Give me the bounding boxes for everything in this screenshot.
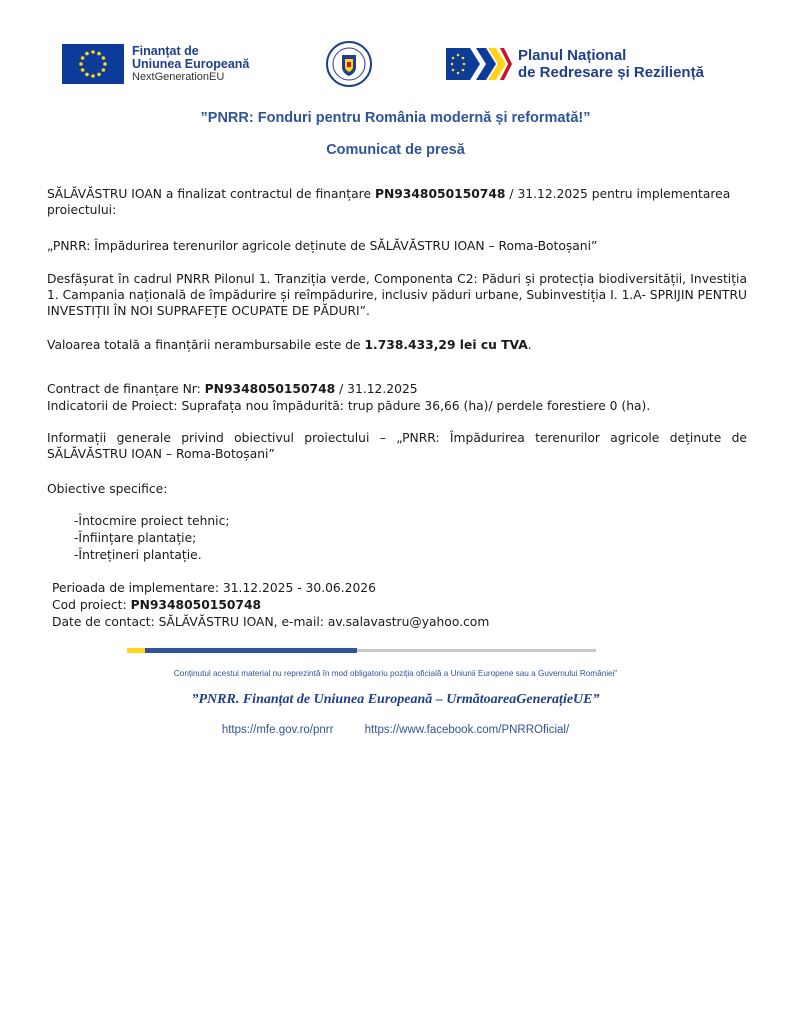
paragraph-contract-nr [47, 381, 747, 397]
p1-suffix: / 31.12.2025 pentru implementarea proiectului: [47, 187, 731, 217]
contract-nr-value: PN9348050150748 [204, 382, 336, 396]
paragraph-component: Desfășurat în cadrul PNRR Pilonul 1. Tranziția verde, Componenta C2: Păduri și protecția biodiversității, Investiția 1. Campania națională de împădurire și reîmpădurire, inclusiv păduri urbane, Subinvestiția I. 1.A- SPRIJIN PENTRU INVESTIȚII ÎN NOI SUPRAFEȚE OCUPATE DE PĂDURI”. [47, 272, 747, 318]
footer-slogan: ”PNRR. Finanțat de Uniunea Europeană – UrmătoareaGenerațieUE” [191, 692, 600, 707]
page-title: ”PNRR: Fonduri pentru România modernă și reformată!” [200, 110, 591, 126]
contact-details: Date de contact: SĂLĂVĂSTRU IOAN, e-mail: av.salavastru@yahoo.com [52, 615, 490, 629]
footer-disclaimer: Conținutul acestui material nu reprezintă în mod obligatoriu poziția oficială a Uniunii Europene sau a Guvernului României” [173, 669, 618, 678]
eu-logo-line1: Finanțat de [132, 43, 199, 58]
p1-prefix: SĂLĂVĂSTRU IOAN a finalizat contractul de finanțare [47, 187, 375, 201]
page-subtitle: Comunicat de presă [326, 142, 465, 158]
footer-links [0, 724, 791, 736]
list-item: -Înființare plantație; [74, 531, 197, 545]
eu-funding-logo [62, 44, 249, 84]
list-item: -Întocmire proiect tehnic; [74, 514, 230, 528]
contract-number: PN9348050150748 [374, 187, 506, 201]
pnrr-logo [446, 46, 704, 82]
p4-suffix: . [527, 338, 532, 352]
project-code [52, 597, 261, 614]
list-item: -Întrețineri plantație. [74, 548, 202, 562]
pnrr-logo-line1: Planul Național [518, 47, 627, 64]
footer-color-bar [127, 647, 596, 654]
p4-prefix: Valoarea totală a finanțării nerambursabile este de [47, 338, 365, 352]
government-seal-icon [321, 40, 377, 88]
pnrr-logo-line2: de Redresare și Reziliență [518, 64, 704, 81]
eu-logo-line2: Uniunea Europeană [132, 56, 250, 71]
link-mfe[interactable]: https://mfe.gov.ro/pnrr [221, 724, 334, 736]
paragraph-general-info: Informații generale privind obiectivul proiectului – „PNRR: Împădurirea terenurilor agricole deținute de SĂLĂVĂSTRU IOAN – Roma-Botoșani” [47, 431, 747, 461]
eu-flag-icon [62, 44, 124, 84]
p5-suffix: / 31.12.2025 [335, 382, 418, 396]
paragraph-total-value [47, 337, 747, 353]
objectives-heading: Obiective specifice: [47, 482, 168, 496]
paragraph-contract [47, 186, 747, 218]
eu-logo-line3: NextGenerationEU [132, 70, 225, 83]
paragraph-project-name: „PNRR: Împădurirea terenurilor agricole deținute de SĂLĂVĂSTRU IOAN – Roma-Botoșani” [47, 239, 598, 253]
p5-prefix: Contract de finanțare Nr: [47, 382, 205, 396]
paragraph-indicators: Indicatorii de Proiect: Suprafața nou împădurită: trup pădure 36,66 (ha)/ perdele forestiere 0 (ha). [47, 399, 651, 413]
implementation-period: Perioada de implementare: 31.12.2025 - 30.06.2026 [52, 581, 376, 595]
project-code-value: PN9348050150748 [130, 598, 262, 612]
project-code-label: Cod proiect: [52, 598, 131, 612]
pnrr-flag-arrow-icon [446, 46, 512, 82]
total-value: 1.738.433,29 lei cu TVA [364, 338, 528, 352]
link-facebook[interactable]: https://www.facebook.com/PNRROficial/ [364, 724, 570, 736]
